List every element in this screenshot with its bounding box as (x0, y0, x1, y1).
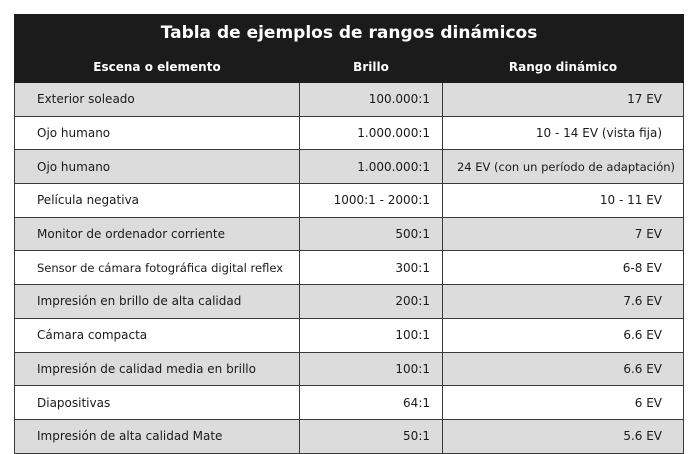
column-header-dynamic-range: Rango dinámico (443, 52, 684, 83)
dynamic-range-cell: 17 EV (443, 83, 684, 117)
scene-cell: Impresión de calidad media en brillo (15, 352, 300, 386)
scene-cell: Exterior soleado (15, 83, 300, 117)
scene-cell: Película negativa (15, 184, 300, 218)
dynamic-range-cell: 6-8 EV (443, 251, 684, 285)
table-row (15, 184, 684, 218)
dynamic-range-cell: 6 EV (443, 386, 684, 420)
table-title-row (15, 15, 684, 52)
brightness-cell: 500:1 (300, 217, 443, 251)
brightness-cell: 300:1 (300, 251, 443, 285)
scene-cell: Diapositivas (15, 386, 300, 420)
table-row (15, 150, 684, 184)
brightness-cell: 200:1 (300, 285, 443, 319)
scene-cell: Ojo humano (15, 116, 300, 150)
table-row (15, 386, 684, 420)
dynamic-range-cell: 10 - 14 EV (vista fija) (443, 116, 684, 150)
scene-cell: Monitor de ordenador corriente (15, 217, 300, 251)
brightness-cell: 64:1 (300, 386, 443, 420)
dynamic-range-table-container (14, 14, 683, 444)
scene-cell: Impresión de alta calidad Mate (15, 419, 300, 453)
dynamic-range-cell: 7 EV (443, 217, 684, 251)
table-row (15, 352, 684, 386)
dynamic-range-table (14, 14, 684, 454)
dynamic-range-cell: 5.6 EV (443, 419, 684, 453)
table-row (15, 419, 684, 453)
brightness-cell: 100.000:1 (300, 83, 443, 117)
column-header-scene: Escena o elemento (15, 52, 300, 83)
scene-cell: Sensor de cámara fotográfica digital reflex (15, 251, 300, 285)
table-header-row (15, 52, 684, 83)
scene-cell: Ojo humano (15, 150, 300, 184)
scene-cell: Impresión en brillo de alta calidad (15, 285, 300, 319)
column-header-brightness: Brillo (300, 52, 443, 83)
brightness-cell: 100:1 (300, 352, 443, 386)
table-row (15, 251, 684, 285)
scene-cell: Cámara compacta (15, 318, 300, 352)
brightness-cell: 1.000.000:1 (300, 116, 443, 150)
brightness-cell: 50:1 (300, 419, 443, 453)
brightness-cell: 1000:1 - 2000:1 (300, 184, 443, 218)
table-row (15, 217, 684, 251)
brightness-cell: 1.000.000:1 (300, 150, 443, 184)
table-row (15, 116, 684, 150)
table-row (15, 83, 684, 117)
table-title: Tabla de ejemplos de rangos dinámicos (15, 15, 684, 52)
table-row (15, 318, 684, 352)
dynamic-range-cell: 7.6 EV (443, 285, 684, 319)
table-row (15, 285, 684, 319)
brightness-cell: 100:1 (300, 318, 443, 352)
dynamic-range-cell: 6.6 EV (443, 318, 684, 352)
dynamic-range-cell: 24 EV (con un período de adaptación) (443, 150, 684, 184)
dynamic-range-cell: 10 - 11 EV (443, 184, 684, 218)
dynamic-range-cell: 6.6 EV (443, 352, 684, 386)
